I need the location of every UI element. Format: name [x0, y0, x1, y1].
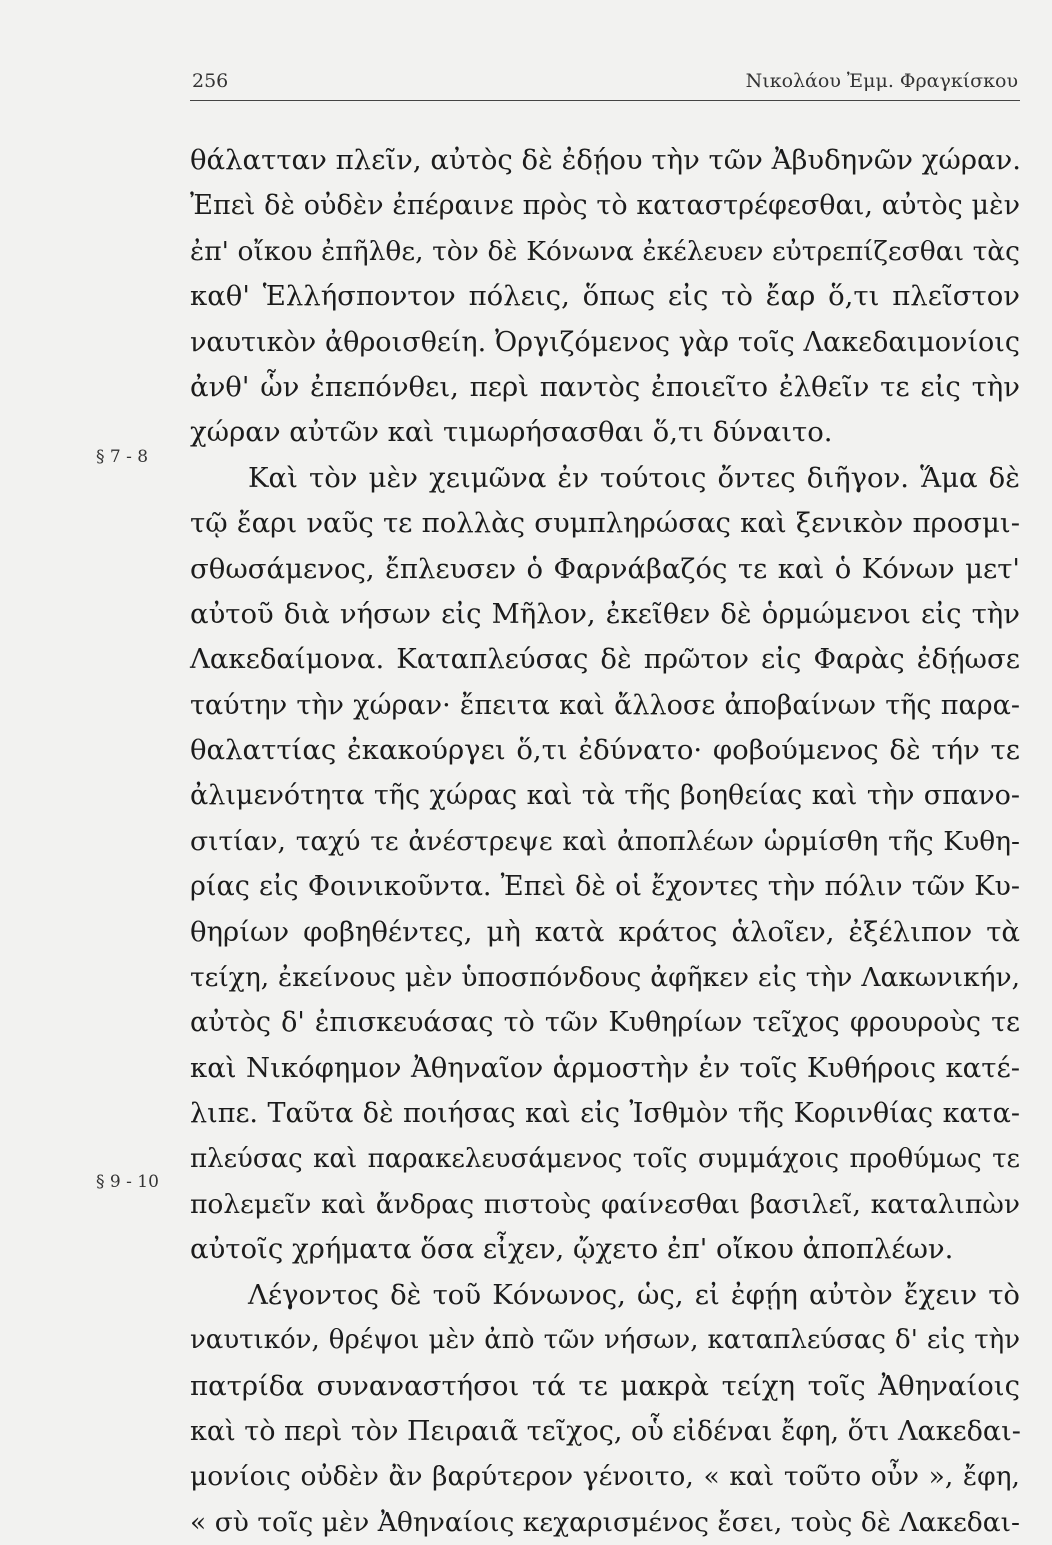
- text-line: σιτίαν, ταχύ τε ἀνέστρεψε καὶ ἀποπλέων ὡρμίσθη τῆς Κυθη-: [190, 825, 1020, 857]
- text-line: ναυτικόν, θρέψοι μὲν ἀπὸ τῶν νήσων, καταπλεύσας δ' εἰς τὴν: [190, 1325, 1020, 1356]
- text-line: θηρίων φοβηθέντες, μὴ κατὰ κράτος ἁλοῖεν, ἐξέλιπον τὰ: [190, 915, 1020, 948]
- running-title: Νικολάου Ἐμμ. Φραγκίσκου: [745, 70, 1018, 92]
- text-line: ἐπ' οἴκου ἐπῆλθε, τὸν δὲ Κόνωνα ἐκέλευεν εὐτρεπίζεσθαι τὰς: [190, 235, 1020, 267]
- margin-note-section-7-8: § 7 - 8: [96, 447, 149, 467]
- text-line: αὐτοῦ διὰ νήσων εἰς Μῆλον, ἐκεῖθεν δὲ ὁρμώμενοι εἰς τὴν: [190, 597, 1020, 630]
- text-line: χώραν αὐτῶν καὶ τιμωρήσασθαι ὅ,τι δύναιτο.: [190, 416, 833, 449]
- margin-note-section-9-10: § 9 - 10: [96, 1172, 159, 1192]
- text-line: ἀλιμενότητα τῆς χώρας καὶ τὰ τῆς βοηθείας καὶ τὴν σπανο-: [190, 780, 1020, 812]
- page-number: 256: [192, 70, 229, 92]
- main-text: [190, 138, 1020, 1545]
- running-header: [192, 70, 1018, 100]
- text-line: ἀνθ' ὧν ἐπεπόνθει, περὶ παντὸς ἐποιεῖτο ἐλθεῖν τε εἰς τὴν: [190, 370, 1020, 403]
- text-line: πλεύσας καὶ παρακελευσάμενος τοῖς συμμάχοις προθύμως τε: [190, 1143, 1020, 1174]
- text-line: τῷ ἔαρι ναῦς τε πολλὰς συμπληρώσας καὶ ξενικὸν προσμι-: [190, 507, 1020, 540]
- text-line: « σὺ τοῖς μὲν Ἀθηναίοις κεχαρισμένος ἔσει, τοὺς δὲ Λακεδαι-: [190, 1506, 1020, 1538]
- text-line: αὐτὸς δ' ἐπισκευάσας τὸ τῶν Κυθηρίων τεῖχος φρουροὺς τε: [190, 1007, 1020, 1039]
- text-line: πατρίδα συναναστήσοι τά τε μακρὰ τείχη τοῖς Ἀθηναίοις: [190, 1369, 1020, 1402]
- text-line: Λακεδαίμονα. Καταπλεύσας δὲ πρῶτον εἰς Φαρὰς ἐδῄωσε: [190, 643, 1020, 676]
- text-line: λιπε. Ταῦτα δὲ ποιήσας καὶ εἰς Ἰσθμὸν τῆς Κορινθίας κατα-: [190, 1098, 1020, 1130]
- text-line: ταύτην τὴν χώραν· ἔπειτα καὶ ἄλλοσε ἀποβαίνων τῆς παρα-: [190, 689, 1020, 721]
- header-rule: [190, 100, 1020, 101]
- text-line: Λέγοντος δὲ τοῦ Κόνωνος, ὡς, εἰ ἐφῄη αὐτὸν ἔχειν τὸ: [248, 1278, 1020, 1311]
- text-line: καὶ Νικόφημον Ἀθηναῖον ἁρμοστὴν ἐν τοῖς Κυθήροις κατέ-: [190, 1051, 1020, 1084]
- text-line: Καὶ τὸν μὲν χειμῶνα ἐν τούτοις ὄντες διῆγον. Ἅμα δὲ: [248, 461, 1020, 494]
- text-line: πολεμεῖν καὶ ἄνδρας πιστοὺς φαίνεσθαι βασιλεῖ, καταλιπὼν: [190, 1188, 1020, 1220]
- text-line: καὶ τὸ περὶ τὸν Πειραιᾶ τεῖχος, οὗ εἰδέναι ἔφη, ὅτι Λακεδαι-: [190, 1415, 1021, 1447]
- text-line: ρίας εἰς Φοινικοῦντα. Ἐπεὶ δὲ οἱ ἔχοντες τὴν πόλιν τῶν Κυ-: [190, 871, 1020, 903]
- text-line: καθ' Ἑλλήσποντον πόλεις, ὅπως εἰς τὸ ἔαρ ὅ,τι πλεῖστον: [190, 280, 1020, 313]
- text-line: σθωσάμενος, ἔπλευσεν ὁ Φαρνάβαζός τε καὶ ὁ Κόνων μετ': [190, 552, 1020, 585]
- text-line: τείχη, ἐκείνους μὲν ὑποσπόνδους ἀφῆκεν εἰς τὴν Λακωνικήν,: [190, 962, 1020, 994]
- text-line: Ἐπεὶ δὲ οὐδὲν ἐπέραινε πρὸς τὸ καταστρέφεσθαι, αὐτὸς μὲν: [190, 190, 1020, 222]
- text-line: μονίοις οὐδὲν ἂν βαρύτερον γένοιτο, « καὶ τοῦτο οὖν », ἔφη,: [190, 1461, 1020, 1493]
- text-line: θαλαττίας ἐκακούργει ὅ,τι ἐδύνατο· φοβούμενος δὲ τήν τε: [190, 734, 1020, 767]
- text-line: ναυτικὸν ἀθροισθείη. Ὀργιζόμενος γὰρ τοῖς Λακεδαιμονίοις: [190, 326, 1020, 358]
- text-line: αὐτοῖς χρήματα ὅσα εἶχεν, ᾤχετο ἐπ' οἴκου ἀποπλέων.: [190, 1233, 954, 1266]
- text-line: θάλατταν πλεῖν, αὐτὸς δὲ ἐδῄου τὴν τῶν Ἀβυδηνῶν χώραν.: [190, 144, 1022, 176]
